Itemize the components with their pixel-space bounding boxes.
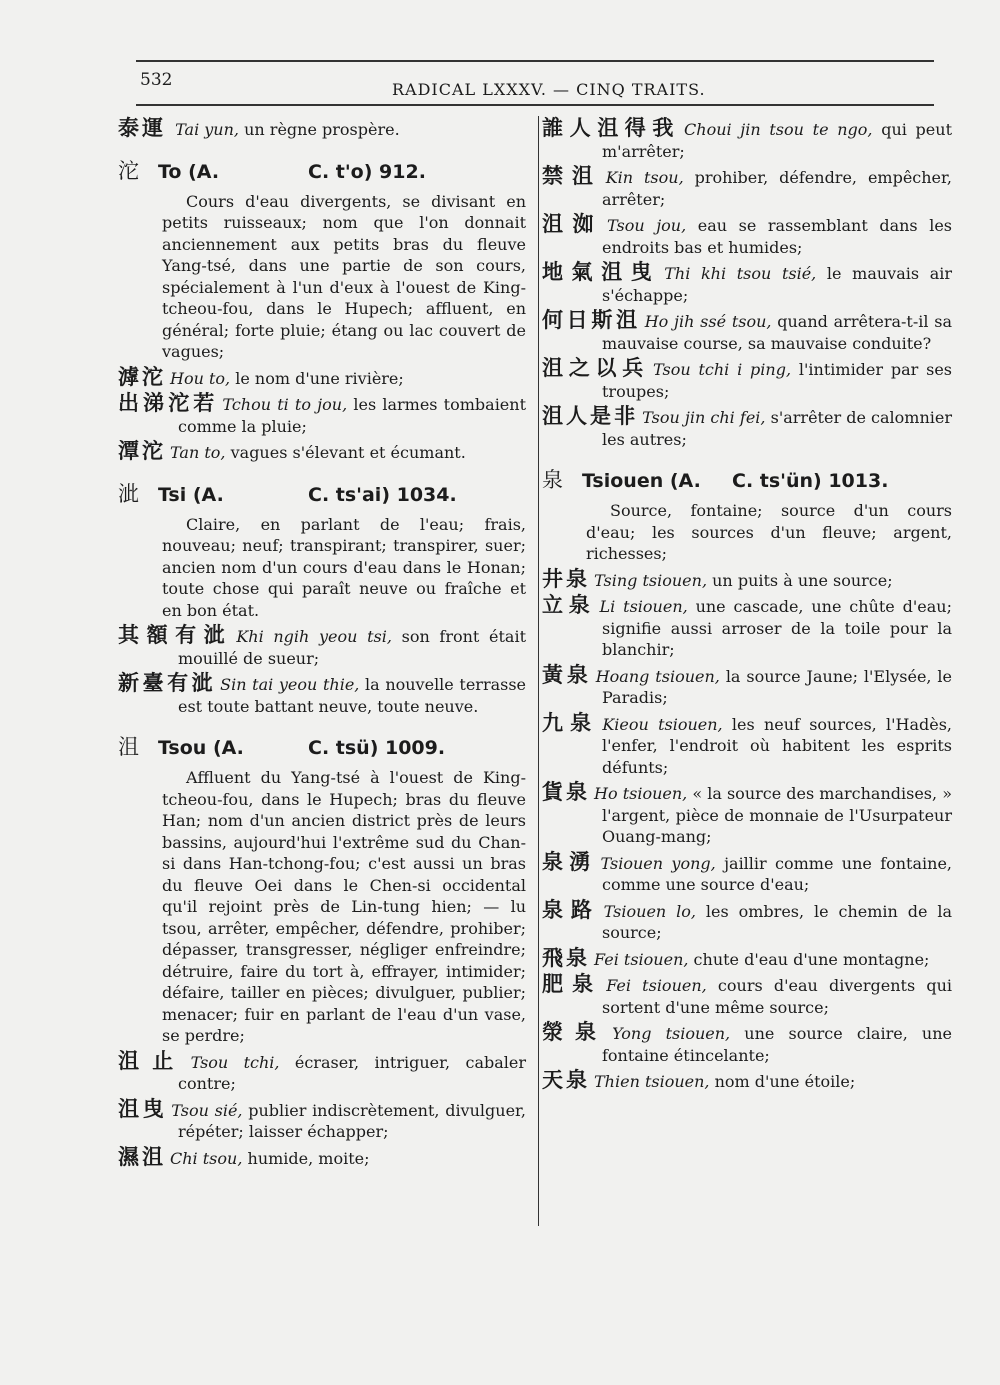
gloss: humide, moite; <box>247 1148 370 1168</box>
gloss: un puits à une source; <box>712 570 893 590</box>
chinese-term: 泉湧 <box>542 849 597 874</box>
headword-tsiouen <box>542 464 952 494</box>
romanization: Thi khi tsou tsié, <box>664 264 817 283</box>
entry-line <box>542 118 952 162</box>
entry-line <box>542 974 952 1018</box>
chinese-term: 沮人是非 <box>542 404 639 428</box>
running-title: RADICAL LXXXV. — CINQ TRAITS. <box>392 80 706 99</box>
romanization: Khi ngih yeou tsi, <box>236 627 392 646</box>
header-rule <box>136 104 934 106</box>
gloss: une cascade, une chûte d'eau; signifie aussi arroser de la toile pour la blanchir; <box>602 597 952 659</box>
headword-code: C. ts'ün) 1013. <box>732 470 889 492</box>
entry-line <box>542 1070 952 1093</box>
romanization: Ho jih ssé tsou, <box>644 312 772 331</box>
romanization: Tai yun, <box>175 120 239 139</box>
entry-line <box>542 662 953 709</box>
chinese-term: 泰運 <box>118 116 166 140</box>
romanization: Tan to, <box>170 443 226 462</box>
headword-character: 泚 <box>118 481 139 506</box>
romanization: Hou to, <box>170 368 231 388</box>
gloss: publier indiscrètement, divulguer, répéter; laisser échapper; <box>178 1100 527 1141</box>
gloss: vagues s'élevant et écumant. <box>230 443 466 462</box>
romanization: Fei tsiouen, <box>606 976 707 995</box>
gloss: les larmes tombaient comme la pluie; <box>178 395 527 436</box>
romanization: Tsou tchi, <box>190 1052 280 1072</box>
chinese-term: 地氣沮曳 <box>542 260 661 284</box>
chinese-term: 濕沮 <box>118 1144 166 1169</box>
headword-character: 沮 <box>118 735 139 759</box>
definition: Claire, en parlant de l'eau; frais, nouveau; neuf; transpirant; transpirer, suer; ancien nom d'un cours d'eau dans le Honan; toute chose qui paraît neuve ou fraîche et en bon état. <box>162 514 526 620</box>
gloss: prohiber, défendre, empêcher, arrêter; <box>602 168 952 209</box>
headword-character: 沱 <box>118 158 139 183</box>
gloss: écraser, intriguer, cabaler contre; <box>178 1052 526 1093</box>
gloss: un règne prospère. <box>244 120 400 139</box>
gloss: quand arrêtera-t-il sa mauvaise course, sa mauvaise conduite? <box>602 312 953 353</box>
headword-tsi <box>118 478 526 508</box>
gloss: cours d'eau divergents qui sortent d'une même source; <box>602 976 953 1017</box>
entry-line <box>118 1144 526 1170</box>
romanization: Tsou jin chi fei, <box>642 408 766 427</box>
romanization: Tchou ti to jou, <box>222 395 348 414</box>
headword-tsou <box>118 731 526 761</box>
chinese-term: 滹沱 <box>118 364 166 389</box>
chinese-term: 沮曳 <box>118 1096 168 1121</box>
right-column <box>542 118 952 1097</box>
chinese-term: 井泉 <box>542 566 590 591</box>
chinese-term: 泉路 <box>542 897 600 922</box>
romanization: Kin tsou, <box>605 168 684 187</box>
definition: Cours d'eau divergents, se divisant en petits ruisseaux; nom que l'on donnait anciennement aux petits bras du fleuve Yang-tsé, dans une partie de son cours, spécialement à l'un d'eux à l'ouest de King-tcheou-fou, dans le Hupech; affluent, en général; forte pluie; étang ou lac couvert de vagues; <box>162 191 526 361</box>
gloss: le mauvais air s'échappe; <box>602 264 953 305</box>
romanization: Tsiouen lo, <box>603 901 696 921</box>
romanization: Sin tai yeou thie, <box>220 675 360 694</box>
entry-line <box>542 710 953 779</box>
gloss: l'intimider par ses troupes; <box>602 360 953 401</box>
gloss: son front était mouillé de sueur; <box>178 627 527 668</box>
gloss: les neuf sources, l'Hadès, l'enfer, l'endroit où habitent les esprits défunts; <box>602 714 953 777</box>
chinese-term: 天泉 <box>542 1068 590 1092</box>
romanization: Li tsiouen, <box>599 597 688 616</box>
entry-line <box>542 566 952 592</box>
headword-romanization: To (A. <box>158 160 220 183</box>
gloss: jaillir comme une fontaine, comme une source d'eau; <box>602 853 952 894</box>
romanization: Fei tsiouen, <box>594 949 689 969</box>
entry-line <box>118 625 526 669</box>
entry-line <box>118 364 526 390</box>
gloss: le nom d'une rivière; <box>235 368 404 388</box>
chinese-term: 沮止 <box>118 1048 187 1073</box>
top-rule <box>136 60 934 62</box>
gloss: nom d'une étoile; <box>714 1072 856 1091</box>
entry-line <box>118 118 526 141</box>
headword-to <box>118 155 526 185</box>
romanization: Tsou jou, <box>606 216 687 235</box>
chinese-term: 潭沱 <box>118 439 166 463</box>
entry-line <box>118 673 526 717</box>
headword-code: C. tsü) 1009. <box>308 737 446 759</box>
headword-code: C. t'o) 912. <box>308 160 426 183</box>
gloss: une source claire, une fontaine étincelante; <box>602 1024 952 1065</box>
gloss: les ombres, le chemin de la source; <box>602 901 953 942</box>
romanization: Hoang tsiouen, <box>595 666 720 686</box>
entry-line <box>542 358 952 402</box>
entry-line <box>542 1022 952 1066</box>
chinese-term: 禁沮 <box>542 164 602 188</box>
gloss: « la source des marchandises, » l'argent, pièce de monnaie de l'Usurpateur Ouang-mang; <box>602 784 952 846</box>
entry-line <box>118 1096 527 1143</box>
chinese-term: 何日斯沮 <box>542 308 641 332</box>
chinese-term: 沮之以兵 <box>542 356 649 380</box>
headword-romanization: Tsiouen (A. <box>582 470 701 492</box>
entry-line <box>542 595 952 661</box>
gloss: eau se rassemblant dans les endroits bas et humides; <box>602 216 953 257</box>
chinese-term: 肥泉 <box>542 972 603 996</box>
chinese-term: 新臺有泚 <box>118 671 217 695</box>
gloss: la source Jaune; l'Elysée, le Paradis; <box>602 666 953 707</box>
gloss: qui peut m'arrêter; <box>602 120 953 161</box>
entry-line <box>542 166 952 210</box>
entry-line <box>542 945 952 971</box>
entry-line <box>542 262 952 306</box>
romanization: Tsiouen yong, <box>600 853 716 873</box>
entry-line <box>118 441 526 464</box>
romanization: Chi tsou, <box>170 1148 243 1168</box>
gloss: la nouvelle terrasse est toute battant neuve, toute neuve. <box>178 675 527 716</box>
romanization: Choui jin tsou te ngo, <box>684 120 873 139</box>
headword-character: 泉 <box>542 468 563 492</box>
chinese-term: 出涕沱若 <box>118 391 219 415</box>
chinese-term: 飛泉 <box>542 945 590 970</box>
chinese-term: 黃泉 <box>542 662 592 687</box>
page-number: 532 <box>140 70 173 90</box>
entry-line <box>542 849 952 896</box>
headword-romanization: Tsi (A. <box>158 483 224 506</box>
entry-line <box>118 393 526 437</box>
entry-line <box>542 310 952 354</box>
chinese-term: 立泉 <box>542 593 596 617</box>
chinese-term: 九泉 <box>542 710 599 735</box>
left-column <box>118 118 526 1173</box>
definition: Affluent du Yang-tsé à l'ouest de King-tcheou-fou, dans le Hupech; bras du fleuve Han; nom d'un ancien district près de leurs bassins, aujourd'hui l'extrême sud du Chan-si dans Han-tchong-fou; c'est aussi un bras du fleuve Oei dans le Chen-si occidental qu'il rejoint près de Lin-tung hien; — lu tsou, arrêter, empêcher, défendre, prohiber; dépasser, transgresser, négliger enfreindre; détruire, faire du tort à, effrayer, intimider; défaire, tailler en pièces; divulguer, publier; menacer; fuir en parlant de l'eau d'un vase, se perdre; <box>162 768 526 1045</box>
romanization: Tsou sié, <box>171 1100 243 1120</box>
chinese-term: 貨泉 <box>542 780 591 804</box>
romanization: Yong tsiouen, <box>612 1024 731 1043</box>
chinese-term: 沮洳 <box>542 212 603 236</box>
chinese-term: 其額有泚 <box>118 623 233 647</box>
definition: Source, fontaine; source d'un cours d'eau; les sources d'un fleuve; argent, richesses; <box>586 501 952 563</box>
romanization: Thien tsiouen, <box>594 1072 710 1091</box>
romanization: Tsou tchi i ping, <box>652 360 792 379</box>
entry-line <box>118 1048 526 1095</box>
chinese-term: 滎泉 <box>542 1020 609 1044</box>
entry-line <box>542 214 952 258</box>
entry-line <box>542 782 952 848</box>
headword-code: C. ts'ai) 1034. <box>308 483 457 506</box>
romanization: Ho tsiouen, <box>594 784 688 803</box>
headword-romanization: Tsou (A. <box>158 737 244 759</box>
gloss: chute d'eau d'une montagne; <box>693 949 930 969</box>
column-divider <box>538 116 539 1226</box>
entry-line <box>542 897 953 944</box>
gloss: s'arrêter de calomnier les autres; <box>602 408 952 449</box>
entry-line <box>542 406 952 450</box>
romanization: Tsing tsiouen, <box>594 570 708 590</box>
chinese-term: 誰人沮得我 <box>542 116 681 140</box>
romanization: Kieou tsiouen, <box>602 714 723 734</box>
